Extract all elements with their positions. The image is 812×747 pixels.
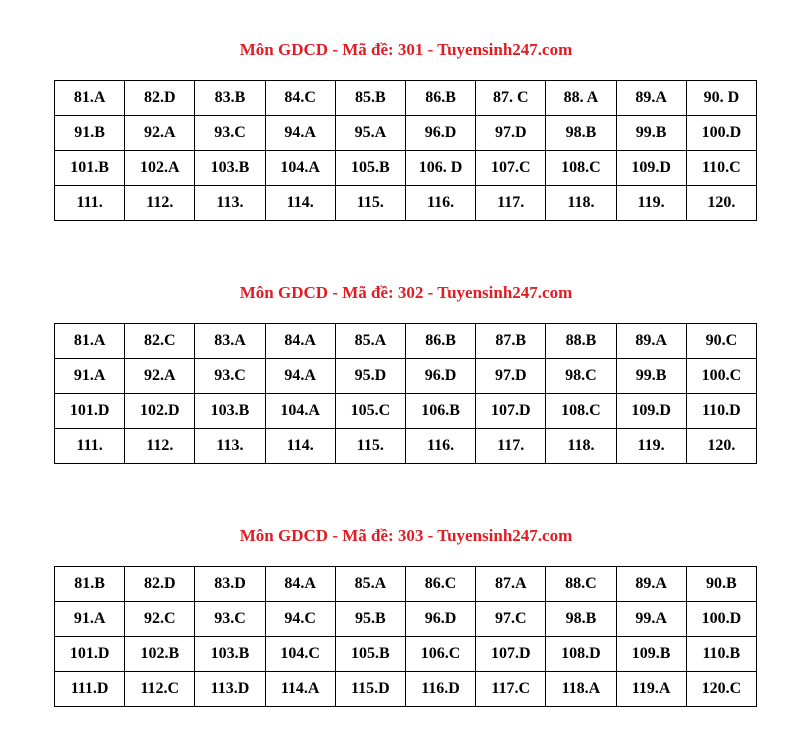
answer-cell: 118. (546, 429, 616, 464)
answer-cell: 109.D (616, 394, 686, 429)
answer-cell: 83.A (195, 324, 265, 359)
answer-cell: 101.D (55, 637, 125, 672)
answer-cell: 120. (686, 429, 756, 464)
answer-cell: 114. (265, 429, 335, 464)
table-row (55, 637, 757, 672)
answer-cell: 96.D (405, 359, 475, 394)
answer-cell: 102.B (125, 637, 195, 672)
answer-cell: 119. (616, 429, 686, 464)
answer-key-section-302 (0, 283, 812, 473)
answer-cell: 90. D (686, 81, 756, 116)
section-title: Môn GDCD - Mã đề: 303 - Tuyensinh247.com (239, 526, 573, 545)
answer-cell: 107.C (476, 151, 546, 186)
answer-cell: 114.A (265, 672, 335, 707)
answer-cell: 93.C (195, 116, 265, 151)
answer-cell: 103.B (195, 637, 265, 672)
answer-cell: 95.D (335, 359, 405, 394)
answer-cell: 112. (125, 429, 195, 464)
answer-cell: 90.C (686, 324, 756, 359)
answer-cell: 113. (195, 429, 265, 464)
section-title: Môn GDCD - Mã đề: 302 - Tuyensinh247.com (239, 283, 573, 302)
answer-cell: 91.A (55, 602, 125, 637)
answer-cell: 98.B (546, 602, 616, 637)
answer-cell: 96.D (405, 602, 475, 637)
answer-cell: 118. (546, 186, 616, 221)
table-row (55, 324, 757, 359)
answer-cell: 106. D (405, 151, 475, 186)
answer-cell: 99.A (616, 602, 686, 637)
answer-cell: 97.D (476, 116, 546, 151)
answer-cell: 103.B (195, 394, 265, 429)
answer-cell: 87.B (476, 324, 546, 359)
answer-cell: 98.B (546, 116, 616, 151)
answer-cell: 110.B (686, 637, 756, 672)
answer-cell: 88.C (546, 567, 616, 602)
table-row (55, 151, 757, 186)
answer-cell: 120. (686, 186, 756, 221)
answer-cell: 89.A (616, 324, 686, 359)
table-row (55, 116, 757, 151)
answer-cell: 93.C (195, 602, 265, 637)
answer-cell: 104.A (265, 394, 335, 429)
answer-cell: 113.D (195, 672, 265, 707)
section-title: Môn GDCD - Mã đề: 301 - Tuyensinh247.com (239, 40, 573, 59)
table-row (55, 567, 757, 602)
table-row (55, 81, 757, 116)
answer-cell: 110.C (686, 151, 756, 186)
answer-cell: 116.D (405, 672, 475, 707)
answer-cell: 95.A (335, 116, 405, 151)
answer-cell: 92.C (125, 602, 195, 637)
answer-cell: 117. (476, 429, 546, 464)
table-row (55, 602, 757, 637)
answer-cell: 102.D (125, 394, 195, 429)
answer-cell: 102.A (125, 151, 195, 186)
answer-cell: 115.D (335, 672, 405, 707)
answer-cell: 111. (55, 429, 125, 464)
answer-cell: 87.A (476, 567, 546, 602)
answer-cell: 82.D (125, 81, 195, 116)
answer-table (54, 323, 757, 464)
answer-cell: 105.B (335, 151, 405, 186)
answer-cell: 107.D (476, 637, 546, 672)
answer-cell: 116. (405, 186, 475, 221)
answer-cell: 109.D (616, 151, 686, 186)
answer-cell: 108.C (546, 394, 616, 429)
table-row (55, 186, 757, 221)
answer-cell: 118.A (546, 672, 616, 707)
answer-cell: 120.C (686, 672, 756, 707)
answer-cell: 115. (335, 186, 405, 221)
answer-cell: 94.A (265, 359, 335, 394)
answer-cell: 91.B (55, 116, 125, 151)
answer-cell: 84.A (265, 567, 335, 602)
answer-cell: 115. (335, 429, 405, 464)
answer-cell: 97.C (476, 602, 546, 637)
answer-cell: 108.D (546, 637, 616, 672)
answer-cell: 81.A (55, 324, 125, 359)
answer-cell: 116. (405, 429, 475, 464)
answer-cell: 112. (125, 186, 195, 221)
answer-cell: 103.B (195, 151, 265, 186)
answer-cell: 114. (265, 186, 335, 221)
answer-cell: 88. A (546, 81, 616, 116)
answer-cell: 92.A (125, 359, 195, 394)
answer-cell: 106.B (405, 394, 475, 429)
answer-key-section-301 (0, 40, 812, 230)
answer-cell: 95.B (335, 602, 405, 637)
answer-cell: 106.C (405, 637, 475, 672)
answer-table (54, 566, 757, 707)
answer-cell: 81.B (55, 567, 125, 602)
answer-cell: 94.C (265, 602, 335, 637)
answer-cell: 101.B (55, 151, 125, 186)
answer-cell: 85.A (335, 567, 405, 602)
answer-cell: 85.A (335, 324, 405, 359)
answer-cell: 86.C (405, 567, 475, 602)
answer-cell: 90.B (686, 567, 756, 602)
answer-cell: 100.D (686, 602, 756, 637)
answer-key-section-303 (0, 526, 812, 716)
answer-cell: 104.C (265, 637, 335, 672)
answer-cell: 108.C (546, 151, 616, 186)
answer-cell: 119.A (616, 672, 686, 707)
answer-cell: 82.C (125, 324, 195, 359)
answer-cell: 117.C (476, 672, 546, 707)
answer-cell: 83.D (195, 567, 265, 602)
answer-cell: 99.B (616, 116, 686, 151)
answer-cell: 100.D (686, 116, 756, 151)
answer-cell: 99.B (616, 359, 686, 394)
answer-cell: 111. (55, 186, 125, 221)
answer-cell: 107.D (476, 394, 546, 429)
answer-cell: 101.D (55, 394, 125, 429)
table-row (55, 359, 757, 394)
answer-cell: 89.A (616, 567, 686, 602)
answer-cell: 81.A (55, 81, 125, 116)
answer-cell: 92.A (125, 116, 195, 151)
answer-cell: 82.D (125, 567, 195, 602)
answer-cell: 105.B (335, 637, 405, 672)
answer-cell: 89.A (616, 81, 686, 116)
answer-cell: 85.B (335, 81, 405, 116)
answer-cell: 93.C (195, 359, 265, 394)
answer-cell: 86.B (405, 324, 475, 359)
answer-cell: 94.A (265, 116, 335, 151)
answer-cell: 117. (476, 186, 546, 221)
answer-cell: 109.B (616, 637, 686, 672)
answer-cell: 84.C (265, 81, 335, 116)
answer-cell: 83.B (195, 81, 265, 116)
answer-cell: 88.B (546, 324, 616, 359)
table-row (55, 672, 757, 707)
answer-cell: 91.A (55, 359, 125, 394)
answer-cell: 105.C (335, 394, 405, 429)
answer-cell: 112.C (125, 672, 195, 707)
answer-cell: 84.A (265, 324, 335, 359)
answer-cell: 111.D (55, 672, 125, 707)
answer-cell: 97.D (476, 359, 546, 394)
answer-cell: 110.D (686, 394, 756, 429)
answer-cell: 98.C (546, 359, 616, 394)
answer-cell: 100.C (686, 359, 756, 394)
answer-cell: 96.D (405, 116, 475, 151)
answer-cell: 119. (616, 186, 686, 221)
table-row (55, 429, 757, 464)
table-row (55, 394, 757, 429)
answer-cell: 113. (195, 186, 265, 221)
answer-cell: 104.A (265, 151, 335, 186)
answer-cell: 86.B (405, 81, 475, 116)
answer-cell: 87. C (476, 81, 546, 116)
answer-table (54, 80, 757, 221)
